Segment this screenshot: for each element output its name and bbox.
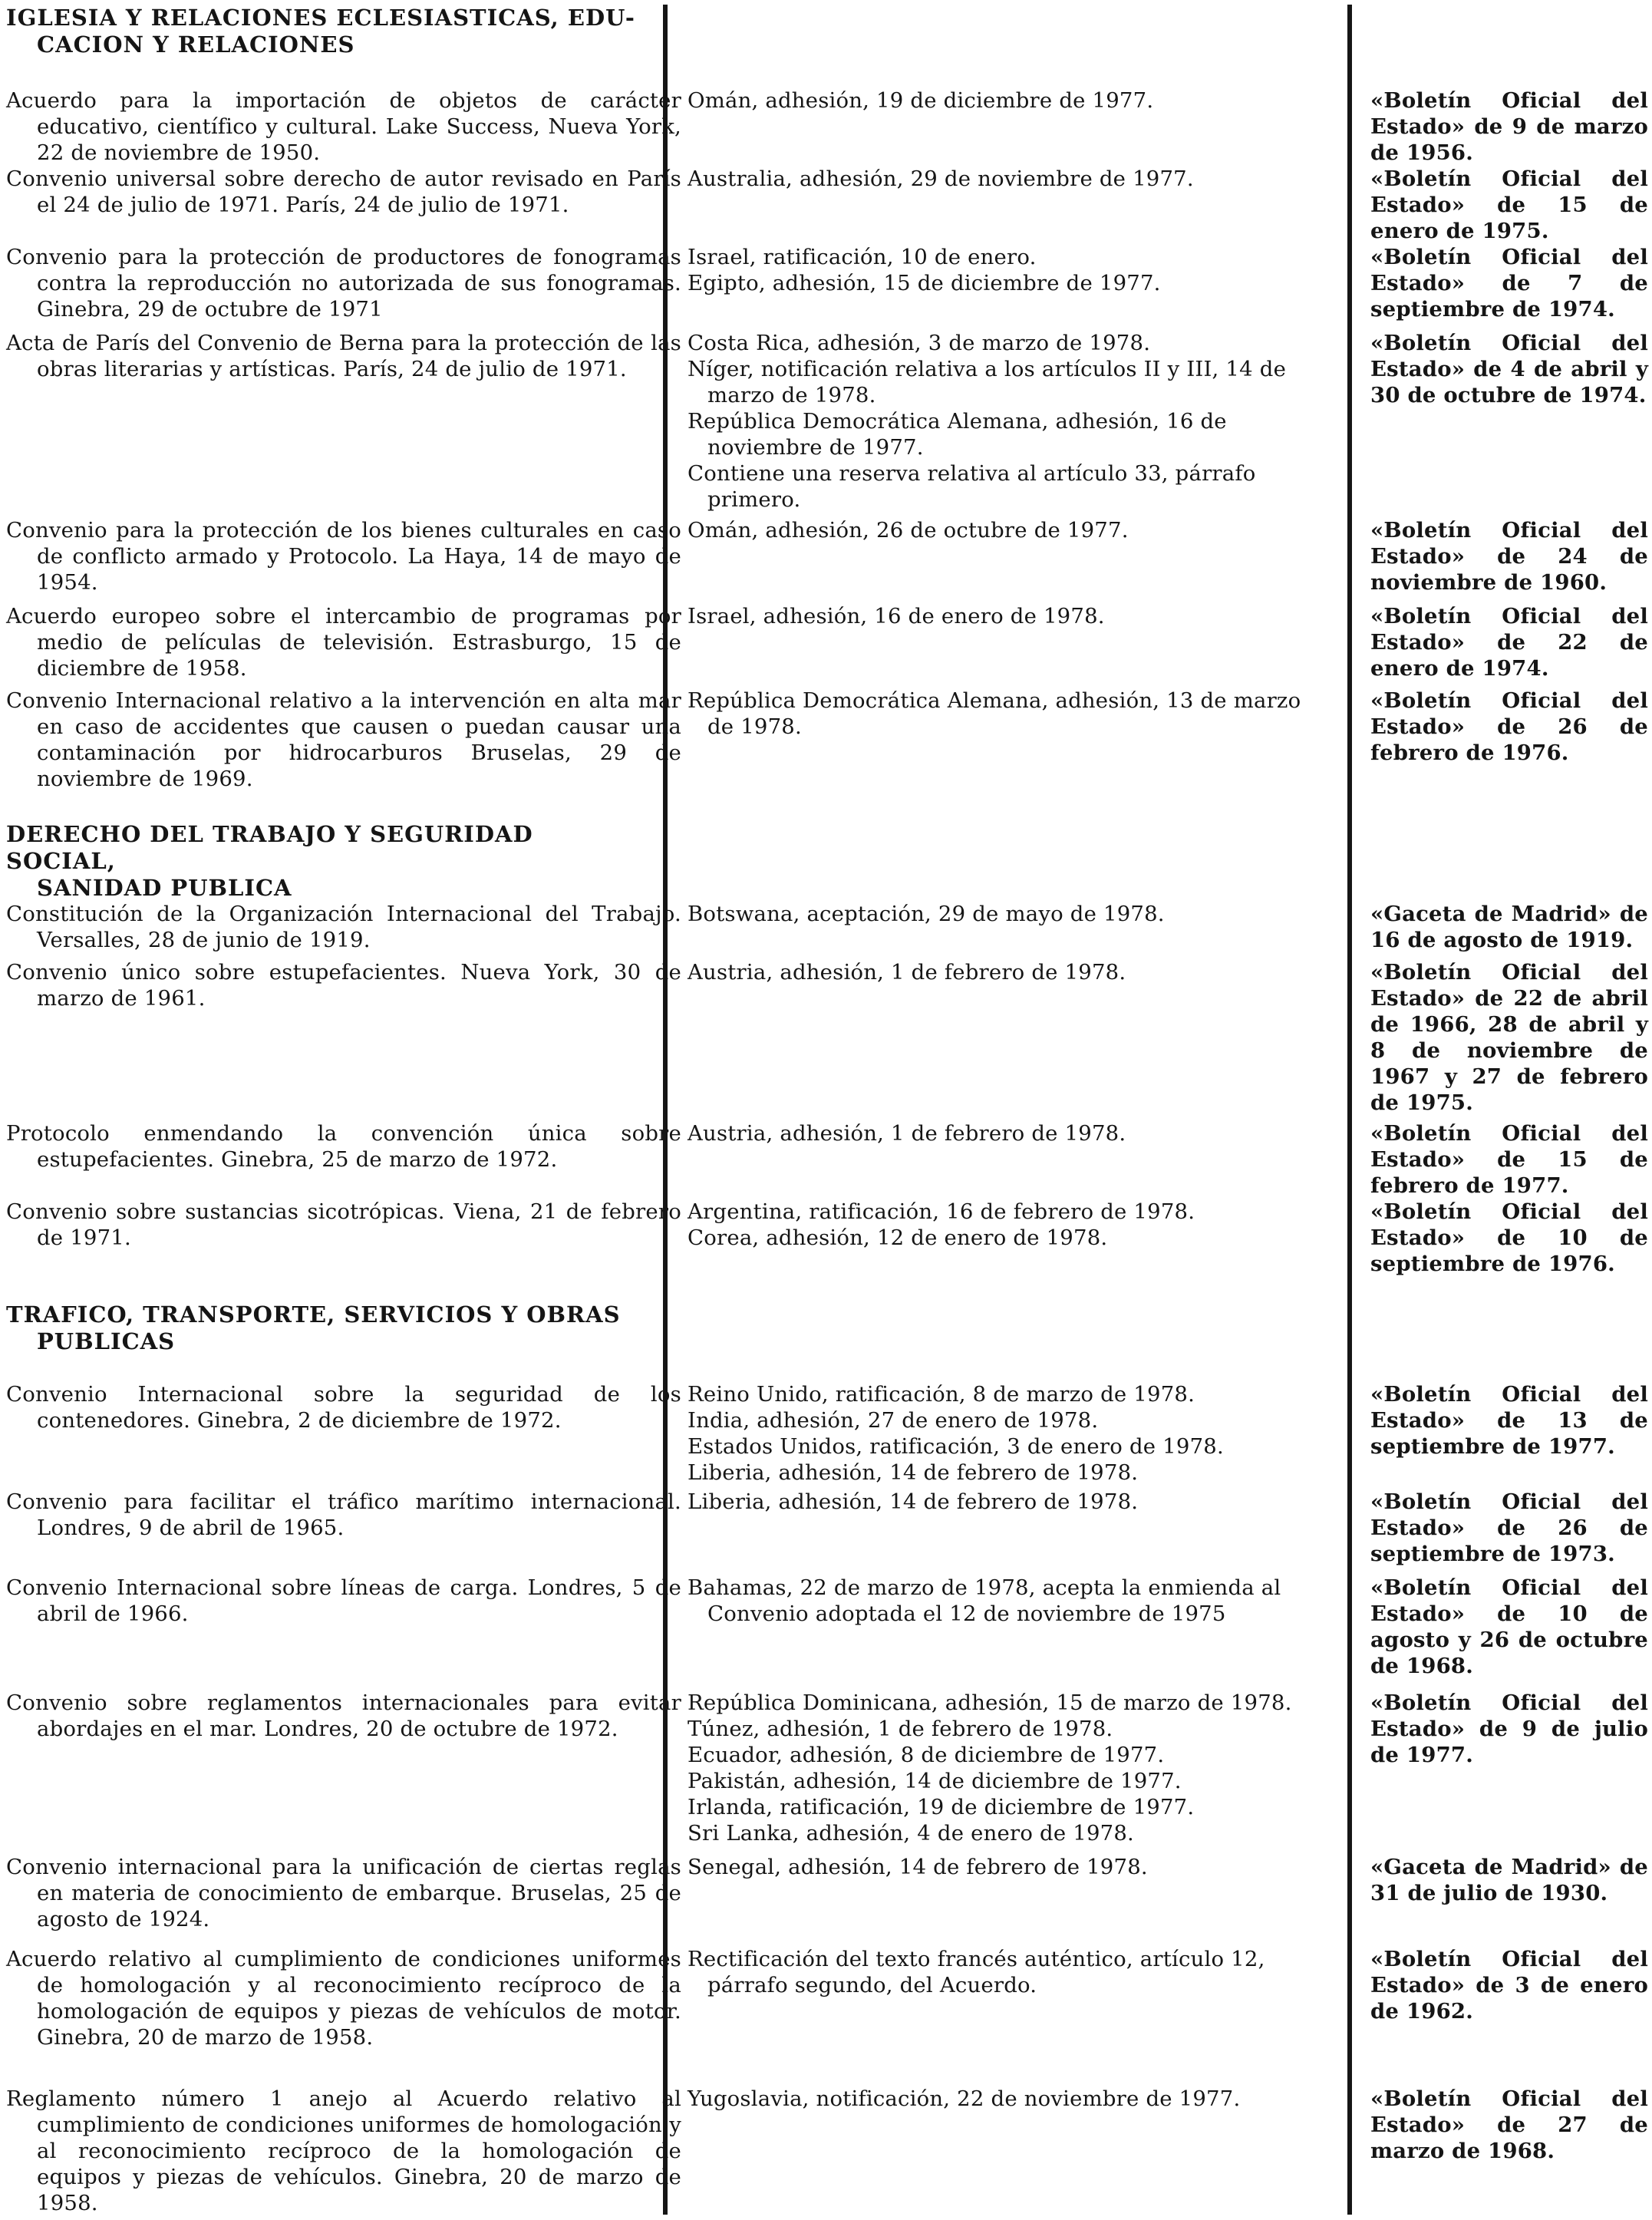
treaty-title: Acta de París del Convenio de Berna para la protección de las obras literarias y artísticas. París, 24 de julio de 1971. [6, 331, 681, 381]
treaty-actions: Botswana, aceptación, 29 de mayo de 1978. [688, 902, 1165, 926]
boe-reference: «Boletín Oficial del Estado» de 15 de enero de 1975. [1370, 167, 1648, 243]
treaty-actions: Argentina, ratificación, 16 de febrero de 1978. Corea, adhesión, 12 de enero de 1978. [688, 1199, 1195, 1250]
treaty-actions: Israel, adhesión, 16 de enero de 1978. [688, 604, 1105, 628]
boe-reference: «Boletín Oficial del Estado» de 24 de noviembre de 1960. [1370, 518, 1648, 595]
treaty-title: Constitución de la Organización Internacional del Trabajo. Versalles, 28 de junio de 1919. [6, 902, 681, 952]
treaty-actions: República Democrática Alemana, adhesión, 13 de marzo de 1978. [688, 688, 1301, 739]
section-heading: DERECHO DEL TRABAJO Y SEGURIDAD SOCIAL, SANIDAD PUBLICA [6, 821, 533, 901]
treaty-title: Convenio Internacional sobre líneas de carga. Londres, 5 de abril de 1966. [6, 1575, 681, 1626]
treaty-title: Convenio para la protección de productores de fonogramas contra la reproducción no autorizada de sus fonogramas. Ginebra, 29 de octubre de 1971 [6, 245, 681, 322]
treaty-actions: Reino Unido, ratificación, 8 de marzo de 1978. India, adhesión, 27 de enero de 1978. Estados Unidos, ratificación, 3 de enero de 1978. Liberia, adhesión, 14 de febrero de 1978. [688, 1382, 1224, 1485]
treaty-actions: Liberia, adhesión, 14 de febrero de 1978. [688, 1489, 1139, 1514]
boe-reference: «Boletín Oficial del Estado» de 26 de septiembre de 1973. [1370, 1489, 1648, 1566]
treaty-title: Convenio Internacional sobre la seguridad de los contenedores. Ginebra, 2 de diciembre de 1972. [6, 1382, 681, 1433]
boe-reference: «Boletín Oficial del Estado» de 22 de enero de 1974. [1370, 604, 1648, 681]
boe-reference: «Boletín Oficial del Estado» de 10 de agosto y 26 de octubre de 1968. [1370, 1575, 1648, 1678]
treaty-actions: Israel, ratificación, 10 de enero. Egipto, adhesión, 15 de diciembre de 1977. [688, 245, 1161, 295]
column-rule-right [1347, 5, 1352, 2215]
boe-reference: «Boletín Oficial del Estado» de 15 de febrero de 1977. [1370, 1121, 1648, 1198]
treaty-title: Convenio para la protección de los bienes culturales en caso de conflicto armado y Protocolo. La Haya, 14 de mayo de 1954. [6, 518, 681, 595]
section-heading: TRAFICO, TRANSPORTE, SERVICIOS Y OBRAS PUBLICAS [6, 1301, 621, 1354]
treaty-actions: Omán, adhesión, 26 de octubre de 1977. [688, 518, 1129, 543]
treaty-title: Acuerdo para la importación de objetos de carácter educativo, científico y cultural. Lake Success, Nueva York, 22 de noviembre de 1950. [6, 88, 681, 165]
treaty-title: Reglamento número 1 anejo al Acuerdo relativo al cumplimiento de condiciones uniformes de homologación y al reconocimiento recíproco de la homologación de equipos y piezas de vehículos. Ginebra, 20 de marzo de 1958. [6, 2086, 681, 2215]
treaty-actions: Yugoslavia, notificación, 22 de noviembre de 1977. [688, 2086, 1241, 2111]
treaty-actions: Costa Rica, adhesión, 3 de marzo de 1978. Níger, notificación relativa a los artículos II y III, 14 de marzo de 1978. República Democrática Alemana, adhesión, 16 de noviembre de 1977. Contiene una reserva relativa al artículo 33, párrafo primero. [688, 331, 1287, 512]
boe-reference: «Boletín Oficial del Estado» de 26 de febrero de 1976. [1370, 688, 1648, 765]
treaty-title: Convenio sobre reglamentos internacionales para evitar abordajes en el mar. Londres, 20 de octubre de 1972. [6, 1691, 681, 1741]
boe-reference: «Gaceta de Madrid» de 31 de julio de 1930. [1370, 1855, 1648, 1905]
treaty-title: Convenio único sobre estupefacientes. Nueva York, 30 de marzo de 1961. [6, 960, 681, 1011]
treaty-title: Convenio universal sobre derecho de autor revisado en París el 24 de julio de 1971. París, 24 de julio de 1971. [6, 167, 681, 217]
boe-reference: «Boletín Oficial del Estado» de 22 de abril de 1966, 28 de abril y 8 de noviembre de 1967 y 27 de febrero de 1975. [1370, 960, 1648, 1115]
boe-reference: «Boletín Oficial del Estado» de 9 de marzo de 1956. [1370, 88, 1648, 165]
boe-reference: «Boletín Oficial del Estado» de 9 de julio de 1977. [1370, 1691, 1648, 1767]
section-heading: IGLESIA Y RELACIONES ECLESIASTICAS, EDU- CACION Y RELACIONES [6, 5, 635, 58]
boe-reference: «Boletín Oficial del Estado» de 4 de abril y 30 de octubre de 1974. [1370, 331, 1648, 407]
treaty-title: Acuerdo relativo al cumplimiento de condiciones uniformes de homologación y al reconocimiento recíproco de la homologación de equipos y piezas de vehículos de motor. Ginebra, 20 de marzo de 1958. [6, 1947, 681, 2050]
boe-reference: «Gaceta de Madrid» de 16 de agosto de 1919. [1370, 902, 1648, 952]
treaty-title: Convenio sobre sustancias sicotrópicas. Viena, 21 de febrero de 1971. [6, 1199, 681, 1250]
treaty-actions: Bahamas, 22 de marzo de 1978, acepta la enmienda al Convenio adoptada el 12 de noviembre de 1975 [688, 1575, 1281, 1626]
boe-reference: «Boletín Oficial del Estado» de 13 de septiembre de 1977. [1370, 1382, 1648, 1459]
treaty-title: Acuerdo europeo sobre el intercambio de programas por medio de películas de televisión. Estrasburgo, 15 de diciembre de 1958. [6, 604, 681, 681]
treaty-actions: Austria, adhesión, 1 de febrero de 1978. [688, 1121, 1126, 1146]
treaty-actions: Australia, adhesión, 29 de noviembre de 1977. [688, 167, 1194, 191]
boe-reference: «Boletín Oficial del Estado» de 3 de enero de 1962. [1370, 1947, 1648, 2024]
treaty-actions: Senegal, adhesión, 14 de febrero de 1978. [688, 1855, 1148, 1879]
treaty-title: Convenio para facilitar el tráfico marítimo internacional. Londres, 9 de abril de 1965. [6, 1489, 681, 1540]
boe-reference: «Boletín Oficial del Estado» de 27 de marzo de 1968. [1370, 2086, 1648, 2163]
treaty-actions: República Dominicana, adhesión, 15 de marzo de 1978. Túnez, adhesión, 1 de febrero de 1978. Ecuador, adhesión, 8 de diciembre de 1977. Pakistán, adhesión, 14 de diciembre de 1977. Irlanda, ratificación, 19 de diciembre de 1977. Sri Lanka, adhesión, 4 de enero de 1978. [688, 1691, 1292, 1846]
treaty-title: Convenio Internacional relativo a la intervención en alta mar en caso de accidentes que causen o puedan causar una contaminación por hidrocarburos Bruselas, 29 de noviembre de 1969. [6, 688, 681, 791]
treaty-title: Protocolo enmendando la convención única sobre estupefacientes. Ginebra, 25 de marzo de 1972. [6, 1121, 681, 1172]
treaty-actions: Austria, adhesión, 1 de febrero de 1978. [688, 960, 1126, 985]
treaty-actions: Rectificación del texto francés auténtico, artículo 12, párrafo segundo, del Acuerdo. [688, 1947, 1265, 1997]
boe-reference: «Boletín Oficial del Estado» de 7 de septiembre de 1974. [1370, 245, 1648, 322]
boe-reference: «Boletín Oficial del Estado» de 10 de septiembre de 1976. [1370, 1199, 1648, 1276]
treaty-title: Convenio internacional para la unificación de ciertas reglas en materia de conocimiento de embarque. Bruselas, 25 de agosto de 1924. [6, 1855, 681, 1931]
treaty-actions: Omán, adhesión, 19 de diciembre de 1977. [688, 88, 1154, 113]
